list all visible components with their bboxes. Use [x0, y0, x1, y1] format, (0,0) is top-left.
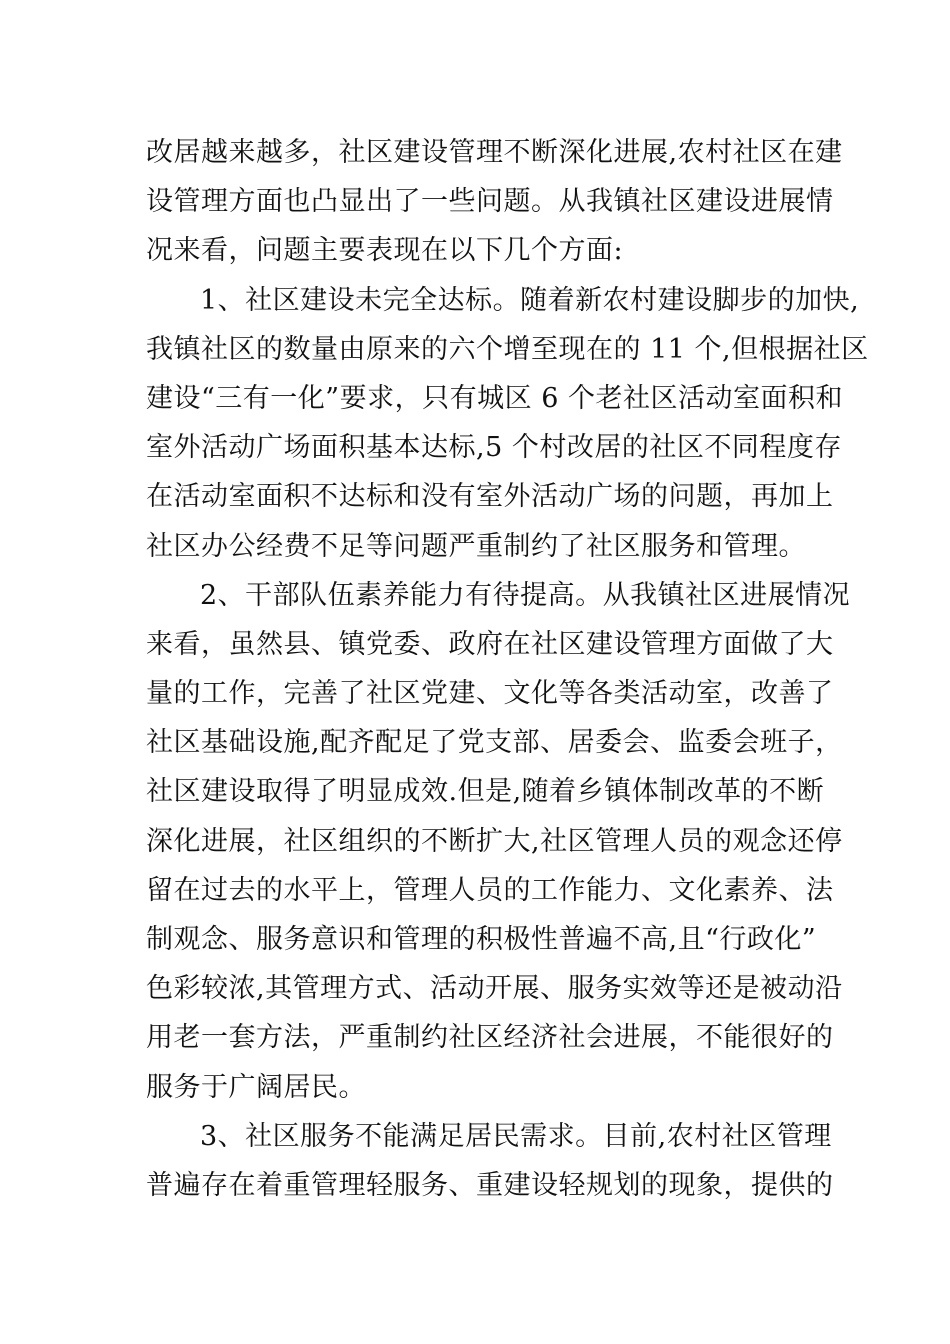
text-line-paragraph-start: 1、社区建设未完全达标。随着新农村建设脚步的加快,	[200, 284, 860, 316]
text-line: 社区基础设施,配齐配足了党支部、居委会、监委会班子，	[146, 727, 843, 759]
text-line: 况来看，问题主要表现在以下几个方面:	[146, 235, 624, 267]
text-line: 在活动室面积不达标和没有室外活动广场的问题，再加上	[146, 481, 834, 513]
text-line: 服务于广阔居民。	[146, 1071, 366, 1103]
text-line: 来看，虽然县、镇党委、政府在社区建设管理方面做了大	[146, 628, 834, 660]
text-line: 设管理方面也凸显出了一些问题。从我镇社区建设进展情	[146, 186, 834, 218]
text-line-paragraph-start: 3、社区服务不能满足居民需求。目前,农村社区管理	[200, 1120, 832, 1152]
text-line: 我镇社区的数量由原来的六个增至现在的 11 个,但根据社区	[146, 333, 869, 365]
text-line: 用老一套方法，严重制约社区经济社会进展，不能很好的	[146, 1022, 834, 1054]
text-line: 建设“三有一化”要求，只有城区 6 个老社区活动室面积和	[146, 382, 843, 414]
text-line: 社区建设取得了明显成效.但是,随着乡镇体制改革的不断	[146, 776, 825, 808]
text-line: 量的工作，完善了社区党建、文化等各类活动室，改善了	[146, 678, 834, 710]
text-line: 社区办公经费不足等问题严重制约了社区服务和管理。	[146, 530, 806, 562]
text-line: 普遍存在着重管理轻服务、重建设轻规划的现象，提供的	[146, 1169, 834, 1201]
text-line: 色彩较浓,其管理方式、活动开展、服务实效等还是被动沿	[146, 973, 843, 1005]
document-body	[146, 128, 869, 1210]
text-line: 深化进展，社区组织的不断扩大,社区管理人员的观念还停	[146, 825, 843, 857]
text-line: 室外活动广场面积基本达标,5 个村改居的社区不同程度存	[146, 432, 842, 464]
text-line: 制观念、服务意识和管理的积极性普遍不高,且“行政化”	[146, 924, 817, 955]
text-line-paragraph-start: 2、干部队伍素养能力有待提高。从我镇社区进展情况	[200, 579, 851, 611]
text-line: 留在过去的水平上，管理人员的工作能力、文化素养、法	[146, 874, 834, 906]
text-line: 改居越来越多，社区建设管理不断深化进展,农村社区在建	[146, 137, 843, 168]
